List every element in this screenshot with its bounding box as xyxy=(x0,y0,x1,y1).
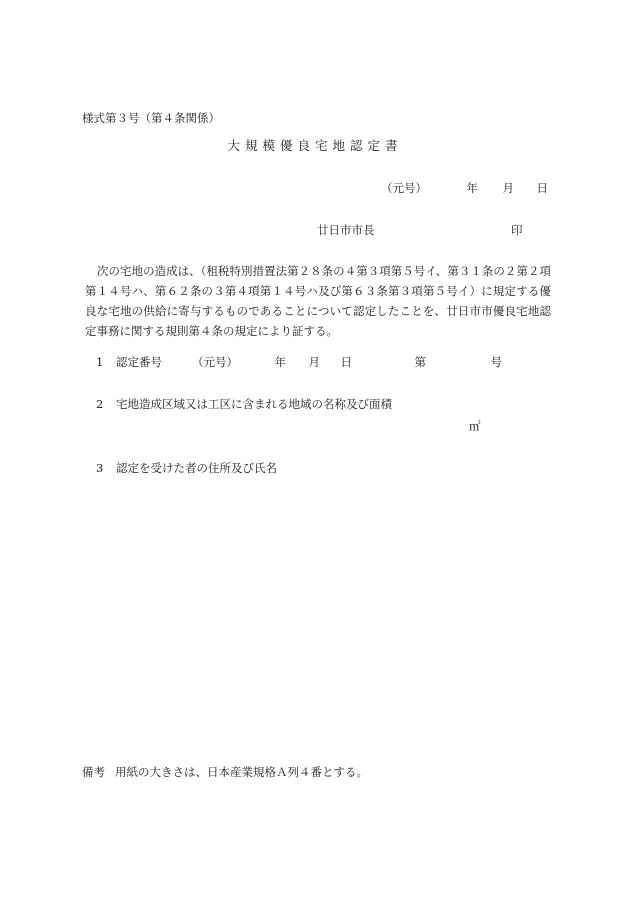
item-certification-number xyxy=(96,354,502,370)
issue-date xyxy=(381,180,548,196)
mayor-title: 廿日市市長 xyxy=(317,223,375,237)
item1-day: 日 xyxy=(340,355,352,369)
item3-number: 3 xyxy=(96,461,104,475)
item-applicant-address-name xyxy=(96,460,277,476)
date-day: 日 xyxy=(536,181,548,195)
item1-go: 号 xyxy=(490,355,502,369)
item-site-name-area xyxy=(96,396,392,412)
item1-month: 月 xyxy=(308,355,320,369)
form-number: 様式第３号（第４条関係） xyxy=(82,111,220,125)
seal-mark: 印 xyxy=(511,223,523,237)
item3-label: 認定を受けた者の住所及び氏名 xyxy=(116,461,277,475)
certification-text: 次の宅地の造成は、（租税特別措置法第２８条の４第３項第５号イ、第３１条の２第２項第１４号ハ、第６２条の３第４項第１４号ハ及び第６３条第３項第５号イ）に規定する優良な宅地の供給に寄与するものであることについて認定したことを、廿日市市優良宅地認定事務に関する規則第４条の規定により証する。 xyxy=(85,264,551,338)
remarks-text: 用紙の大きさは、日本産業規格Ａ列４番とする。 xyxy=(115,765,368,779)
remarks-label: 備考 xyxy=(82,765,105,779)
item1-year: 年 xyxy=(274,355,286,369)
item1-label: 認定番号 xyxy=(116,355,162,369)
area-unit: ㎡ xyxy=(469,419,481,433)
date-era: （元号） xyxy=(381,181,427,195)
document-title: 大規模優良宅地認定書 xyxy=(227,138,403,153)
item1-dai: 第 xyxy=(414,355,426,369)
item1-number: 1 xyxy=(96,355,104,369)
remarks xyxy=(82,764,368,780)
date-year: 年 xyxy=(466,181,478,195)
date-month: 月 xyxy=(502,181,514,195)
item2-number: 2 xyxy=(96,397,104,411)
item2-label: 宅地造成区域又は工区に含まれる地域の名称及び面積 xyxy=(116,397,392,411)
item1-era: （元号） xyxy=(192,355,238,369)
